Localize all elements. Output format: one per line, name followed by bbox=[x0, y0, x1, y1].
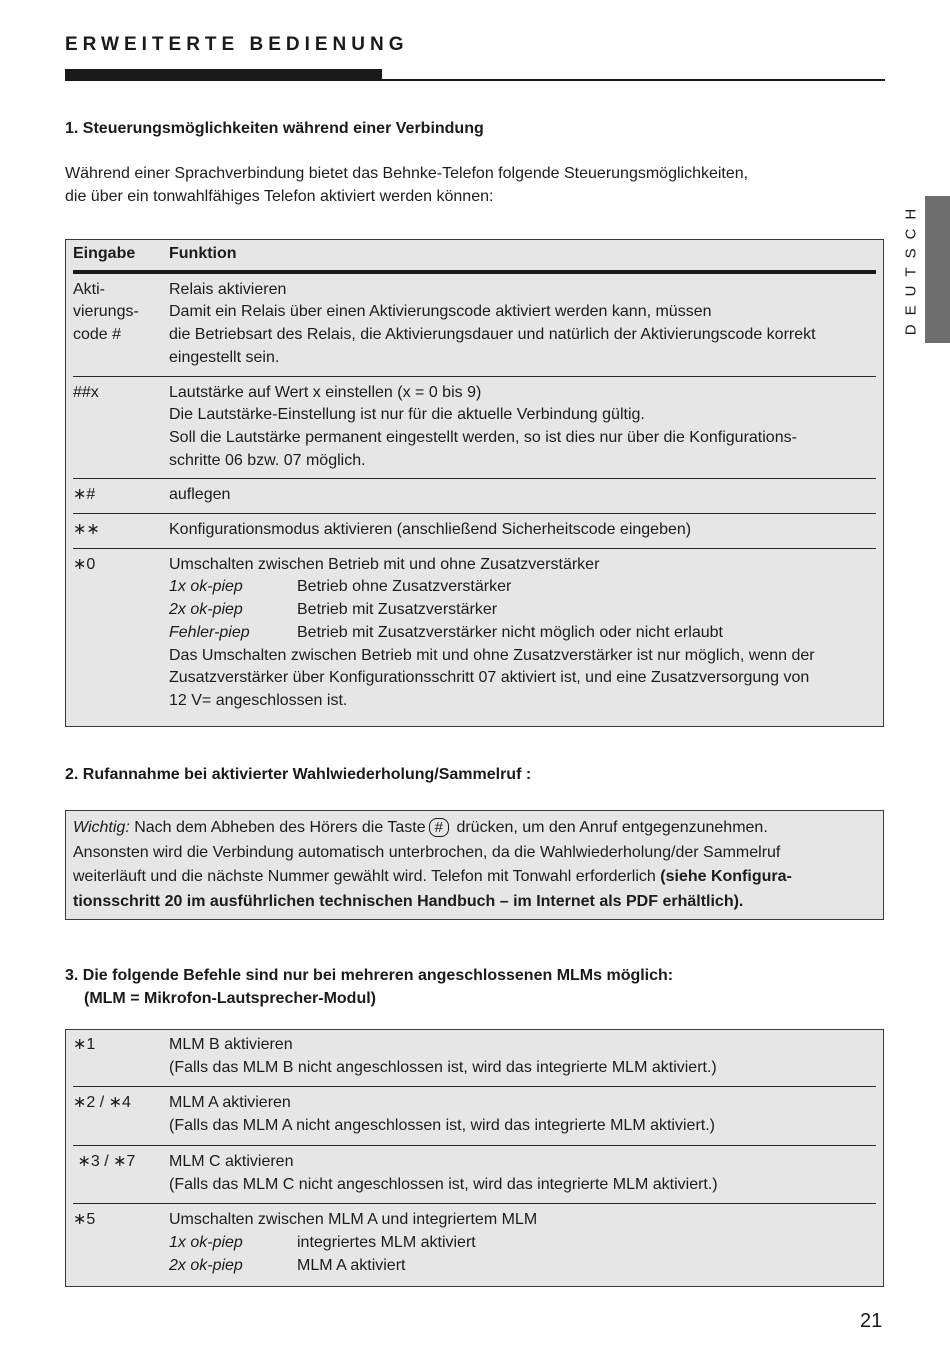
section-3-title: 3. Die folgende Befehle sind nur bei mehreren angeschlossenen MLMs möglich: (MLM = Mikrofon-Lautsprecher-Modul) bbox=[65, 967, 674, 1007]
input-code: Akti- vierungs- code # bbox=[73, 280, 139, 344]
table-row bbox=[73, 1145, 876, 1203]
table-row bbox=[73, 274, 876, 376]
input-code: ∗# bbox=[73, 486, 96, 504]
input-code: ∗0 bbox=[73, 555, 96, 573]
hash-key-icon: # bbox=[429, 818, 449, 837]
input-code: ∗1 bbox=[73, 1036, 96, 1053]
beep-signal-row: 1x ok-piep integriertes MLM aktiviert bbox=[169, 1233, 476, 1251]
beep-signal-row: 2x ok-piep Betrieb mit Zusatzverstärker bbox=[169, 601, 498, 619]
input-code: ∗5 bbox=[73, 1211, 96, 1229]
function-description: MLM A aktivieren (Falls das MLM A nicht angeschlossen ist, wird das integrierte MLM aktiviert.) bbox=[169, 1094, 715, 1135]
note-label: Wichtig: bbox=[73, 819, 130, 836]
control-table bbox=[65, 239, 884, 727]
function-description: MLM B aktivieren (Falls das MLM B nicht angeschlossen ist, wird das integrierte MLM aktiviert.) bbox=[169, 1036, 717, 1076]
function-description: Umschalten zwischen Betrieb mit und ohne Zusatzverstärker 1x ok-piep Betrieb ohne Zusatzverstärker 2x ok-piep Betrieb mit Zusatzverstärker Fehler-piep Betrieb mit Zusatzverstärker nicht möglich oder nicht erlaubt Das Umschalten zwischen Betrieb mit und ohne Zusatzverstärker ist nur möglich, wenn der Zusatzverstärker über Konfigurationsschritt 07 aktiviert ist, und eine Zusatzversorgung von 12 V= angeschlossen ist. bbox=[169, 554, 876, 713]
table-row bbox=[73, 1203, 876, 1283]
function-description: auflegen bbox=[169, 486, 231, 504]
section-1-intro: Während einer Sprachverbindung bietet das Behnke-Telefon folgende Steuerungsmöglichkeiten, die über ein tonwahlfähiges Telefon aktiviert werden können: bbox=[65, 165, 749, 205]
table-header-row bbox=[73, 240, 876, 274]
input-code: ∗2 / ∗4 bbox=[73, 1094, 131, 1112]
mlm-command-table bbox=[65, 1029, 884, 1287]
language-tab-marker bbox=[925, 196, 950, 343]
table-row bbox=[73, 1030, 876, 1086]
table-row bbox=[73, 513, 876, 548]
section-1-title: 1. Steuerungsmöglichkeiten während einer Verbindung bbox=[65, 120, 484, 137]
important-note-text: Wichtig: Nach dem Abheben des Hörers die Taste # drücken, um den Anruf entgegenzunehmen. Ansonsten wird die Verbindung automatisch unterbrochen, da die Wahlwiederholung/der Sammelruf weiterläuft und die nächste Nummer gewählt wird. Telefon mit Tonwahl erforderlich (siehe Konfigura- tionsschritt 20 im ausführlichen technischen Handbuch – im Internet als PDF erhältlich). bbox=[73, 819, 792, 910]
table-row bbox=[73, 376, 876, 479]
table-row bbox=[73, 478, 876, 513]
input-code: ∗3 / ∗7 bbox=[73, 1152, 136, 1170]
header-rule-thin bbox=[382, 79, 885, 81]
language-side-label: DEUTSCH bbox=[902, 199, 920, 336]
table-row bbox=[73, 1086, 876, 1144]
page-number: 21 bbox=[860, 1310, 883, 1332]
header-rule-thick bbox=[65, 69, 382, 81]
function-description: MLM C aktivieren (Falls das MLM C nicht angeschlossen ist, wird das integrierte MLM aktiviert.) bbox=[169, 1152, 718, 1193]
function-description: Konfigurationsmodus aktivieren (anschließend Sicherheitscode eingeben) bbox=[169, 521, 692, 539]
beep-signal-row: 1x ok-piep Betrieb ohne Zusatzverstärker bbox=[169, 578, 512, 596]
table-row bbox=[73, 548, 876, 719]
function-description: Umschalten zwischen MLM A und integriertem MLM 1x ok-piep integriertes MLM aktiviert 2x ok-piep MLM A aktiviert bbox=[169, 1209, 876, 1277]
function-description: Relais aktivieren Damit ein Relais über einen Aktivierungscode aktiviert werden kann, müssen die Betriebsart des Relais, die Aktivierungsdauer und natürlich der Aktivierungscode korrekt eingestellt sein. bbox=[169, 280, 816, 366]
section-2-title: 2. Rufannahme bei aktivierter Wahlwiederholung/Sammelruf : bbox=[65, 766, 532, 783]
function-description: Lautstärke auf Wert x einstellen (x = 0 bis 9) Die Lautstärke-Einstellung ist nur für die aktuelle Verbindung gültig. Soll die Lautstärke permanent eingestellt werden, so ist dies nur über die Konfigurations- schritte 06 bzw. 07 möglich. bbox=[169, 383, 797, 469]
column-header-function: Funktion bbox=[169, 245, 237, 262]
beep-signal-row: Fehler-piep Betrieb mit Zusatzverstärker nicht möglich oder nicht erlaubt bbox=[169, 623, 723, 641]
input-code: ∗∗ bbox=[73, 521, 100, 539]
input-code: ##x bbox=[73, 383, 99, 401]
important-note-box bbox=[65, 810, 884, 920]
page-header-title: ERWEITERTE BEDIENUNG bbox=[65, 34, 409, 55]
column-header-input: Eingabe bbox=[73, 245, 136, 262]
beep-signal-row: 2x ok-piep MLM A aktiviert bbox=[169, 1256, 406, 1274]
